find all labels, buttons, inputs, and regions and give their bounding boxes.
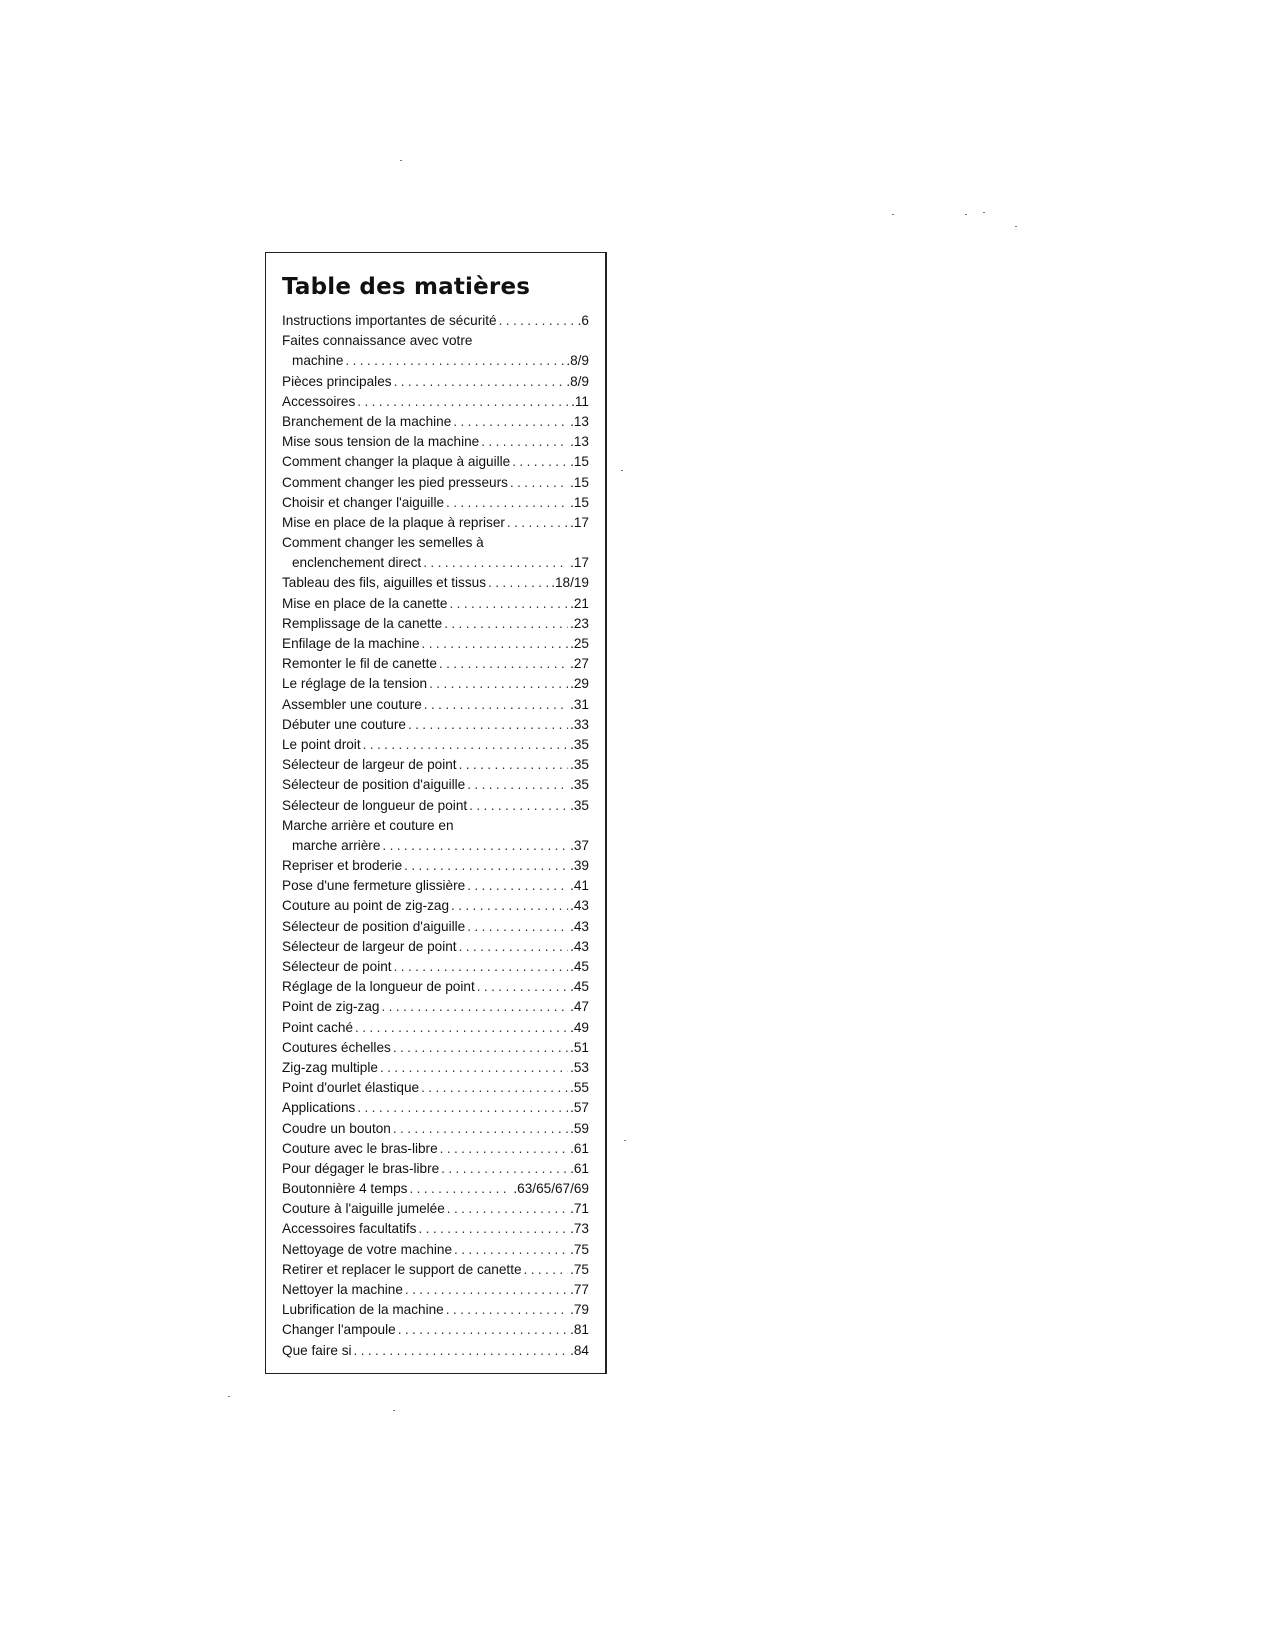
- toc-entry-label: Sélecteur de largeur de point: [282, 757, 457, 773]
- toc-entry: [282, 553, 589, 573]
- toc-leader-dots: [450, 594, 569, 614]
- toc-leader-dots: [439, 654, 568, 674]
- toc-entry-label: marche arrière: [292, 837, 381, 853]
- toc-entry-label: Mise sous tension de la machine: [282, 434, 480, 450]
- toc-leader-dots: [424, 695, 568, 715]
- toc-entry: [282, 1119, 589, 1139]
- toc-title: Table des matières: [282, 274, 531, 300]
- toc-leader-dots: [441, 1159, 568, 1179]
- toc-entry: [282, 473, 589, 493]
- toc-entry-label: Point d'ourlet élastique: [282, 1080, 420, 1096]
- toc-entry: [282, 957, 589, 977]
- toc-entry-label: Débuter une couture: [282, 716, 406, 732]
- toc-entry-label: Comment changer les semelles à: [282, 535, 484, 551]
- toc-leader-dots: [440, 1139, 568, 1159]
- scan-speck: [983, 212, 985, 213]
- toc-entry: [282, 432, 589, 452]
- toc-entry-page: .53: [570, 1059, 589, 1075]
- toc-leader-dots: [488, 573, 549, 593]
- toc-entry-page: .6: [577, 313, 589, 328]
- toc-entry-page: .27: [570, 656, 589, 672]
- toc-entry-page: .63/65/67/69: [513, 1181, 589, 1197]
- toc-entry: [282, 654, 589, 674]
- toc-entry-label: Le point droit: [282, 736, 361, 752]
- toc-entry-page: .43: [570, 938, 589, 954]
- toc-leader-dots: [481, 432, 568, 452]
- toc-entry: [282, 513, 589, 533]
- toc-entry-page: .41: [570, 878, 589, 894]
- toc-entry-page: .45: [570, 959, 589, 974]
- scan-speck: [393, 1410, 395, 1411]
- toc-leader-dots: [398, 1320, 568, 1340]
- toc-entry-page: .73: [570, 1221, 589, 1237]
- toc-entry-label: Sélecteur de position d'aiguille: [282, 777, 466, 793]
- toc-entry-page: .25: [570, 636, 589, 651]
- toc-entry-label: enclenchement direct: [292, 555, 422, 571]
- toc-leader-dots: [467, 775, 568, 795]
- toc-entry-page: .71: [570, 1201, 589, 1217]
- toc-entry-label: Couture avec le bras-libre: [282, 1140, 438, 1156]
- toc-entry-page: .49: [570, 1019, 589, 1035]
- toc-leader-dots: [394, 957, 569, 977]
- toc-entry-page: .13: [570, 413, 589, 429]
- toc-entry: [282, 836, 589, 856]
- toc-leader-dots: [477, 977, 568, 997]
- toc-leader-dots: [459, 937, 569, 957]
- toc-entry-page: .39: [570, 858, 589, 874]
- toc-leader-dots: [507, 513, 568, 533]
- toc-entry: [282, 937, 589, 957]
- toc-entry: [282, 715, 589, 735]
- toc-entry-page: .75: [570, 1241, 589, 1257]
- toc-entry: [282, 876, 589, 896]
- toc-entry-label: Boutonnière 4 temps: [282, 1181, 408, 1197]
- toc-entry-page: .47: [570, 999, 589, 1015]
- toc-entry-label: Repriser et broderie: [282, 858, 403, 874]
- toc-entry-label: Point de zig-zag: [282, 999, 380, 1015]
- toc-leader-dots: [381, 997, 568, 1017]
- toc-entry: [282, 392, 589, 412]
- toc-entry: [282, 1038, 589, 1058]
- toc-entry: [282, 856, 589, 876]
- toc-entry: [282, 594, 589, 614]
- toc-leader-dots: [429, 674, 568, 694]
- toc-entry-page: .23: [570, 615, 589, 631]
- toc-entry: [282, 1300, 589, 1320]
- toc-entry: [282, 1159, 589, 1179]
- toc-entry-page: .75: [570, 1261, 589, 1277]
- toc-entry: [282, 331, 589, 351]
- toc-leader-dots: [421, 1078, 568, 1098]
- toc-entry: [282, 1260, 589, 1280]
- toc-entry-page: .43: [570, 918, 589, 934]
- toc-entry-label: Sélecteur de point: [282, 959, 392, 974]
- toc-leader-dots: [423, 553, 568, 573]
- toc-entry-label: Sélecteur de position d'aiguille: [282, 918, 466, 934]
- toc-entry: [282, 674, 589, 694]
- toc-leader-dots: [510, 473, 568, 493]
- toc-entry-label: Nettoyage de votre machine: [282, 1241, 453, 1257]
- toc-entry-page: .33: [570, 716, 589, 732]
- toc-entry-label: Accessoires: [282, 393, 356, 409]
- toc-entry-label: Le réglage de la tension: [282, 676, 428, 692]
- toc-entry: [282, 735, 589, 755]
- toc-entry-page: .15: [570, 454, 589, 470]
- toc-entry: [282, 1139, 589, 1159]
- toc-leader-dots: [446, 1300, 568, 1320]
- toc-entry-label: Couture au point de zig-zag: [282, 898, 450, 914]
- toc-leader-dots: [404, 856, 568, 876]
- scan-speck: [965, 214, 967, 215]
- toc-entry-page: .84: [570, 1342, 589, 1358]
- toc-entry: [282, 452, 589, 472]
- toc-entry: [282, 412, 589, 432]
- toc-entry-page: .8/9: [566, 373, 589, 389]
- toc-entry-label: Couture à l'aiguille jumelée: [282, 1201, 445, 1217]
- toc-entry: [282, 1320, 589, 1340]
- toc-entry-label: Mise en place de la canette: [282, 595, 448, 611]
- scan-speck: [624, 1140, 626, 1141]
- toc-entry: [282, 997, 589, 1017]
- toc-entry-page: .35: [570, 757, 589, 773]
- toc-entry-page: .43: [570, 898, 589, 914]
- toc-entry-page: .59: [570, 1120, 589, 1136]
- toc-leader-dots: [380, 1058, 568, 1078]
- toc-entry-label: Pose d'une fermeture glissière: [282, 878, 466, 894]
- toc-entry: [282, 896, 589, 916]
- toc-entry-label: Retirer et replacer le support de canette: [282, 1261, 522, 1277]
- toc-entry-page: .79: [570, 1302, 589, 1318]
- toc-entry-label: Sélecteur de largeur de point: [282, 938, 457, 954]
- toc-entry-label: Accessoires facultatifs: [282, 1221, 417, 1237]
- toc-leader-dots: [454, 1240, 568, 1260]
- toc-entry-label: Tableau des fils, aiguilles et tissus: [282, 575, 487, 591]
- toc-entry: [282, 775, 589, 795]
- toc-entry-label: Assembler une couture: [282, 696, 422, 712]
- toc-entry-page: .17: [570, 514, 589, 530]
- toc-entry-page: .57: [570, 1100, 589, 1116]
- toc-entry: [282, 1179, 589, 1199]
- table-of-contents: [265, 252, 607, 1374]
- toc-entry-label: Coudre un bouton: [282, 1120, 391, 1136]
- scan-speck: [400, 160, 402, 161]
- toc-entry: [282, 533, 589, 553]
- toc-entry-page: .51: [570, 1039, 589, 1055]
- toc-entry: [282, 755, 589, 775]
- toc-list: [282, 311, 589, 1361]
- toc-leader-dots: [512, 452, 568, 472]
- toc-entry-page: .15: [570, 494, 589, 510]
- toc-entry-label: Lubrification de la machine: [282, 1302, 444, 1318]
- toc-leader-dots: [393, 1119, 568, 1139]
- toc-entry: [282, 1058, 589, 1078]
- toc-entry-label: Remplissage de la canette: [282, 615, 443, 631]
- toc-entry-label: Que faire si: [282, 1342, 352, 1358]
- toc-entry-label: Mise en place de la plaque à repriser: [282, 514, 505, 530]
- scan-speck: [228, 1396, 230, 1397]
- toc-entry-label: Comment changer les pied presseurs: [282, 474, 508, 490]
- toc-leader-dots: [418, 1219, 568, 1239]
- toc-entry: [282, 1018, 589, 1038]
- toc-entry: [282, 311, 589, 331]
- toc-leader-dots: [382, 836, 568, 856]
- toc-entry-label: Coutures échelles: [282, 1039, 391, 1055]
- toc-entry-label: Réglage de la longueur de point: [282, 979, 475, 995]
- toc-entry-page: .29: [570, 676, 589, 692]
- toc-entry-label: Remonter le fil de canette: [282, 656, 437, 672]
- toc-leader-dots: [444, 614, 568, 634]
- toc-entry-page: .81: [570, 1322, 589, 1338]
- toc-entry: [282, 614, 589, 634]
- toc-leader-dots: [354, 1341, 569, 1361]
- toc-entry-page: .31: [570, 696, 589, 712]
- toc-leader-dots: [524, 1260, 569, 1280]
- toc-leader-dots: [453, 412, 568, 432]
- toc-entry-page: .37: [570, 837, 589, 853]
- toc-entry: [282, 351, 589, 371]
- toc-leader-dots: [409, 1179, 511, 1199]
- toc-leader-dots: [405, 1280, 568, 1300]
- toc-leader-dots: [408, 715, 568, 735]
- toc-entry-page: .55: [570, 1080, 589, 1096]
- toc-entry: [282, 1341, 589, 1361]
- toc-entry-label: Marche arrière et couture en: [282, 817, 454, 833]
- toc-entry-label: Point caché: [282, 1019, 354, 1035]
- toc-entry: [282, 796, 589, 816]
- toc-leader-dots: [467, 917, 568, 937]
- toc-entry-label: Pour dégager le bras-libre: [282, 1160, 440, 1176]
- toc-leader-dots: [393, 1038, 568, 1058]
- toc-leader-dots: [394, 372, 565, 392]
- toc-leader-dots: [451, 896, 568, 916]
- scan-speck: [892, 214, 894, 215]
- toc-entry-page: .35: [570, 736, 589, 752]
- toc-entry: [282, 493, 589, 513]
- toc-entry: [282, 1219, 589, 1239]
- toc-leader-dots: [469, 796, 568, 816]
- toc-entry-page: .8/9: [566, 353, 589, 369]
- toc-entry-label: Applications: [282, 1100, 356, 1116]
- toc-entry-label: Branchement de la machine: [282, 413, 452, 429]
- toc-entry-page: .77: [570, 1282, 589, 1297]
- toc-entry-label: Comment changer la plaque à aiguille: [282, 454, 511, 470]
- toc-entry: [282, 372, 589, 392]
- scan-speck: [621, 470, 623, 471]
- toc-leader-dots: [446, 493, 568, 513]
- toc-entry-label: Choisir et changer l'aiguille: [282, 494, 445, 510]
- toc-leader-dots: [422, 634, 569, 654]
- toc-entry: [282, 1199, 589, 1219]
- toc-entry-page: .61: [570, 1140, 589, 1156]
- toc-entry-page: .35: [570, 777, 589, 793]
- toc-leader-dots: [459, 755, 569, 775]
- toc-leader-dots: [467, 876, 568, 896]
- scan-speck: [1015, 226, 1017, 227]
- toc-entry-page: .17: [570, 555, 589, 571]
- toc-entry-label: Instructions importantes de sécurité: [282, 313, 497, 328]
- toc-entry-page: .18/19: [551, 575, 589, 591]
- toc-entry: [282, 573, 589, 593]
- toc-entry: [282, 977, 589, 997]
- toc-leader-dots: [447, 1199, 568, 1219]
- toc-entry-page: .61: [570, 1160, 589, 1176]
- toc-entry: [282, 816, 589, 836]
- toc-leader-dots: [345, 351, 564, 371]
- toc-entry-page: .15: [570, 474, 589, 490]
- toc-entry: [282, 1078, 589, 1098]
- toc-entry-page: .21: [570, 595, 589, 611]
- toc-entry: [282, 917, 589, 937]
- toc-entry-label: Zig-zag multiple: [282, 1059, 378, 1075]
- toc-entry: [282, 1280, 589, 1300]
- toc-leader-dots: [363, 735, 568, 755]
- toc-entry-page: .45: [570, 979, 589, 995]
- toc-entry: [282, 1240, 589, 1260]
- toc-entry-label: Faites connaissance avec votre: [282, 333, 473, 349]
- toc-entry-page: .11: [571, 393, 589, 409]
- toc-entry-label: Nettoyer la machine: [282, 1282, 403, 1297]
- toc-leader-dots: [355, 1018, 568, 1038]
- toc-leader-dots: [499, 311, 576, 331]
- toc-leader-dots: [357, 392, 569, 412]
- toc-entry-page: .35: [570, 797, 589, 813]
- toc-leader-dots: [357, 1098, 568, 1118]
- toc-entry: [282, 634, 589, 654]
- toc-entry-label: machine: [292, 353, 344, 369]
- toc-entry-label: Sélecteur de longueur de point: [282, 797, 468, 813]
- toc-entry: [282, 695, 589, 715]
- toc-entry-page: .13: [570, 434, 589, 450]
- toc-entry-label: Changer l'ampoule: [282, 1322, 396, 1338]
- toc-entry-label: Pièces principales: [282, 373, 392, 389]
- toc-entry: [282, 1098, 589, 1118]
- toc-entry-label: Enfilage de la machine: [282, 636, 420, 651]
